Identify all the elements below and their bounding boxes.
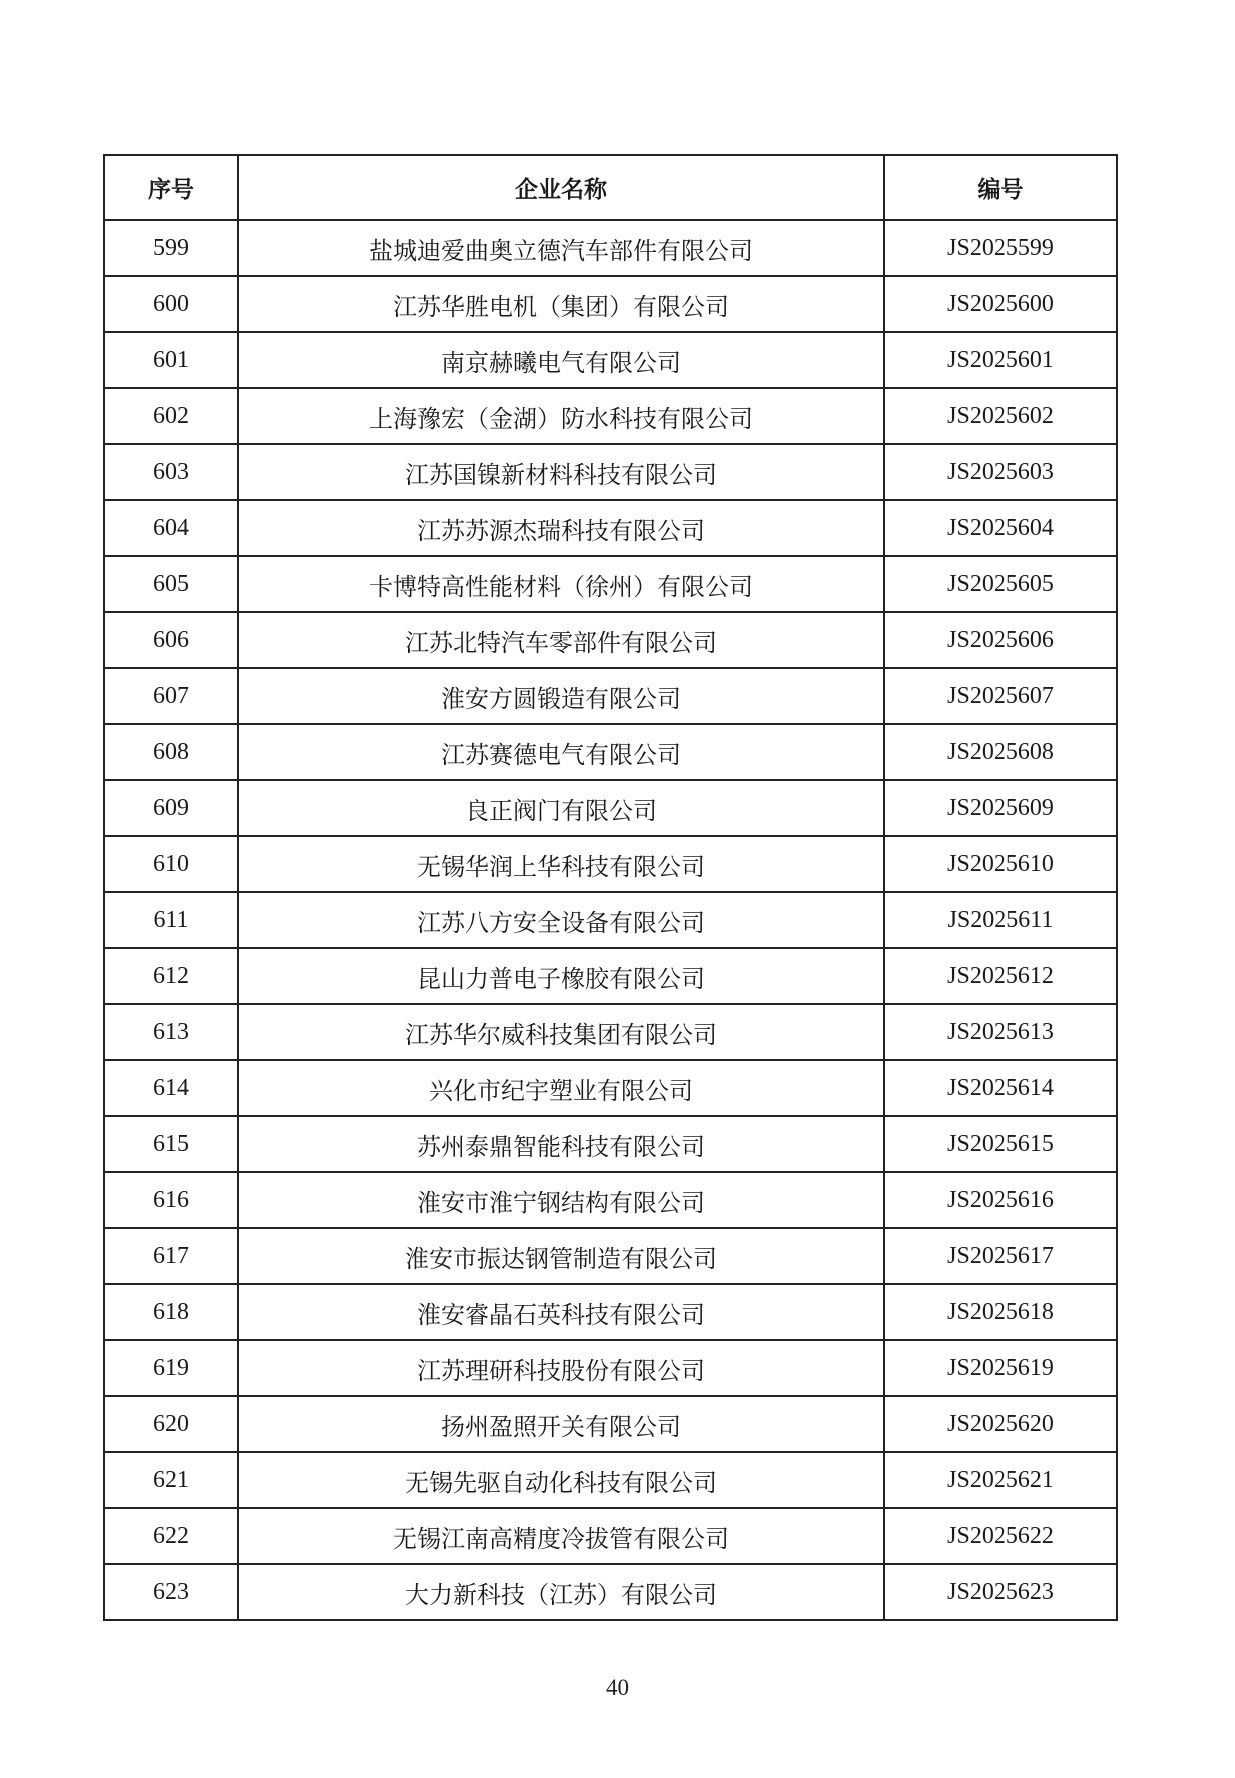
cell-seq: 604	[104, 500, 238, 556]
table-row	[104, 1284, 1117, 1340]
cell-seq: 623	[104, 1564, 238, 1620]
cell-code: JS2025612	[884, 948, 1117, 1004]
table-row	[104, 1340, 1117, 1396]
enterprise-list-table	[103, 154, 1118, 1621]
cell-code: JS2025620	[884, 1396, 1117, 1452]
cell-seq: 615	[104, 1116, 238, 1172]
cell-name: 卡博特高性能材料（徐州）有限公司	[238, 556, 884, 612]
cell-name: 江苏理研科技股份有限公司	[238, 1340, 884, 1396]
cell-seq: 616	[104, 1172, 238, 1228]
cell-code: JS2025614	[884, 1060, 1117, 1116]
cell-name: 兴化市纪宇塑业有限公司	[238, 1060, 884, 1116]
cell-name: 江苏华胜电机（集团）有限公司	[238, 276, 884, 332]
cell-name: 良正阀门有限公司	[238, 780, 884, 836]
cell-name: 昆山力普电子橡胶有限公司	[238, 948, 884, 1004]
cell-code: JS2025618	[884, 1284, 1117, 1340]
cell-code: JS2025604	[884, 500, 1117, 556]
table-row	[104, 444, 1117, 500]
cell-name: 江苏苏源杰瑞科技有限公司	[238, 500, 884, 556]
cell-seq: 614	[104, 1060, 238, 1116]
cell-name: 江苏北特汽车零部件有限公司	[238, 612, 884, 668]
cell-code: JS2025610	[884, 836, 1117, 892]
table-row	[104, 1228, 1117, 1284]
table-row	[104, 1060, 1117, 1116]
cell-seq: 619	[104, 1340, 238, 1396]
table-body	[104, 220, 1117, 1620]
cell-code: JS2025616	[884, 1172, 1117, 1228]
cell-code: JS2025621	[884, 1452, 1117, 1508]
cell-seq: 608	[104, 724, 238, 780]
table-row	[104, 1004, 1117, 1060]
cell-name: 上海豫宏（金湖）防水科技有限公司	[238, 388, 884, 444]
cell-code: JS2025619	[884, 1340, 1117, 1396]
table-row	[104, 668, 1117, 724]
cell-name: 江苏国镍新材料科技有限公司	[238, 444, 884, 500]
cell-code: JS2025601	[884, 332, 1117, 388]
header-seq: 序号	[104, 155, 238, 220]
cell-code: JS2025599	[884, 220, 1117, 276]
cell-code: JS2025606	[884, 612, 1117, 668]
cell-name: 淮安方圆锻造有限公司	[238, 668, 884, 724]
cell-name: 淮安市淮宁钢结构有限公司	[238, 1172, 884, 1228]
cell-name: 苏州泰鼎智能科技有限公司	[238, 1116, 884, 1172]
table-row	[104, 780, 1117, 836]
table-row	[104, 1452, 1117, 1508]
cell-seq: 622	[104, 1508, 238, 1564]
cell-name: 盐城迪爱曲奥立德汽车部件有限公司	[238, 220, 884, 276]
cell-code: JS2025611	[884, 892, 1117, 948]
page-number: 40	[606, 1675, 629, 1700]
table-row	[104, 1116, 1117, 1172]
table-row	[104, 1172, 1117, 1228]
cell-seq: 613	[104, 1004, 238, 1060]
cell-seq: 599	[104, 220, 238, 276]
cell-seq: 612	[104, 948, 238, 1004]
cell-name: 淮安市振达钢管制造有限公司	[238, 1228, 884, 1284]
cell-code: JS2025605	[884, 556, 1117, 612]
cell-code: JS2025623	[884, 1564, 1117, 1620]
table-row	[104, 612, 1117, 668]
table-row	[104, 892, 1117, 948]
cell-seq: 601	[104, 332, 238, 388]
cell-name: 江苏八方安全设备有限公司	[238, 892, 884, 948]
cell-name: 无锡江南高精度冷拔管有限公司	[238, 1508, 884, 1564]
cell-code: JS2025608	[884, 724, 1117, 780]
cell-name: 大力新科技（江苏）有限公司	[238, 1564, 884, 1620]
cell-code: JS2025602	[884, 388, 1117, 444]
cell-seq: 621	[104, 1452, 238, 1508]
table-row	[104, 500, 1117, 556]
table-row	[104, 556, 1117, 612]
cell-code: JS2025609	[884, 780, 1117, 836]
cell-seq: 617	[104, 1228, 238, 1284]
table-row	[104, 1564, 1117, 1620]
table-row	[104, 388, 1117, 444]
cell-seq: 600	[104, 276, 238, 332]
cell-seq: 618	[104, 1284, 238, 1340]
header-row	[104, 155, 1117, 220]
cell-seq: 606	[104, 612, 238, 668]
cell-name: 扬州盈照开关有限公司	[238, 1396, 884, 1452]
table-header	[104, 155, 1117, 220]
cell-code: JS2025613	[884, 1004, 1117, 1060]
cell-seq: 603	[104, 444, 238, 500]
cell-seq: 609	[104, 780, 238, 836]
table-row	[104, 1508, 1117, 1564]
header-name: 企业名称	[238, 155, 884, 220]
cell-seq: 620	[104, 1396, 238, 1452]
cell-code: JS2025622	[884, 1508, 1117, 1564]
cell-code: JS2025603	[884, 444, 1117, 500]
cell-seq: 605	[104, 556, 238, 612]
cell-name: 淮安睿晶石英科技有限公司	[238, 1284, 884, 1340]
cell-code: JS2025607	[884, 668, 1117, 724]
table-row	[104, 276, 1117, 332]
table-row	[104, 836, 1117, 892]
table-row	[104, 1396, 1117, 1452]
cell-seq: 602	[104, 388, 238, 444]
cell-name: 江苏华尔威科技集团有限公司	[238, 1004, 884, 1060]
table-row	[104, 948, 1117, 1004]
cell-name: 江苏赛德电气有限公司	[238, 724, 884, 780]
cell-name: 无锡先驱自动化科技有限公司	[238, 1452, 884, 1508]
cell-code: JS2025600	[884, 276, 1117, 332]
table-row	[104, 220, 1117, 276]
cell-name: 无锡华润上华科技有限公司	[238, 836, 884, 892]
cell-seq: 610	[104, 836, 238, 892]
cell-seq: 611	[104, 892, 238, 948]
table-row	[104, 332, 1117, 388]
header-code: 编号	[884, 155, 1117, 220]
cell-seq: 607	[104, 668, 238, 724]
cell-code: JS2025617	[884, 1228, 1117, 1284]
cell-code: JS2025615	[884, 1116, 1117, 1172]
cell-name: 南京赫曦电气有限公司	[238, 332, 884, 388]
table-row	[104, 724, 1117, 780]
